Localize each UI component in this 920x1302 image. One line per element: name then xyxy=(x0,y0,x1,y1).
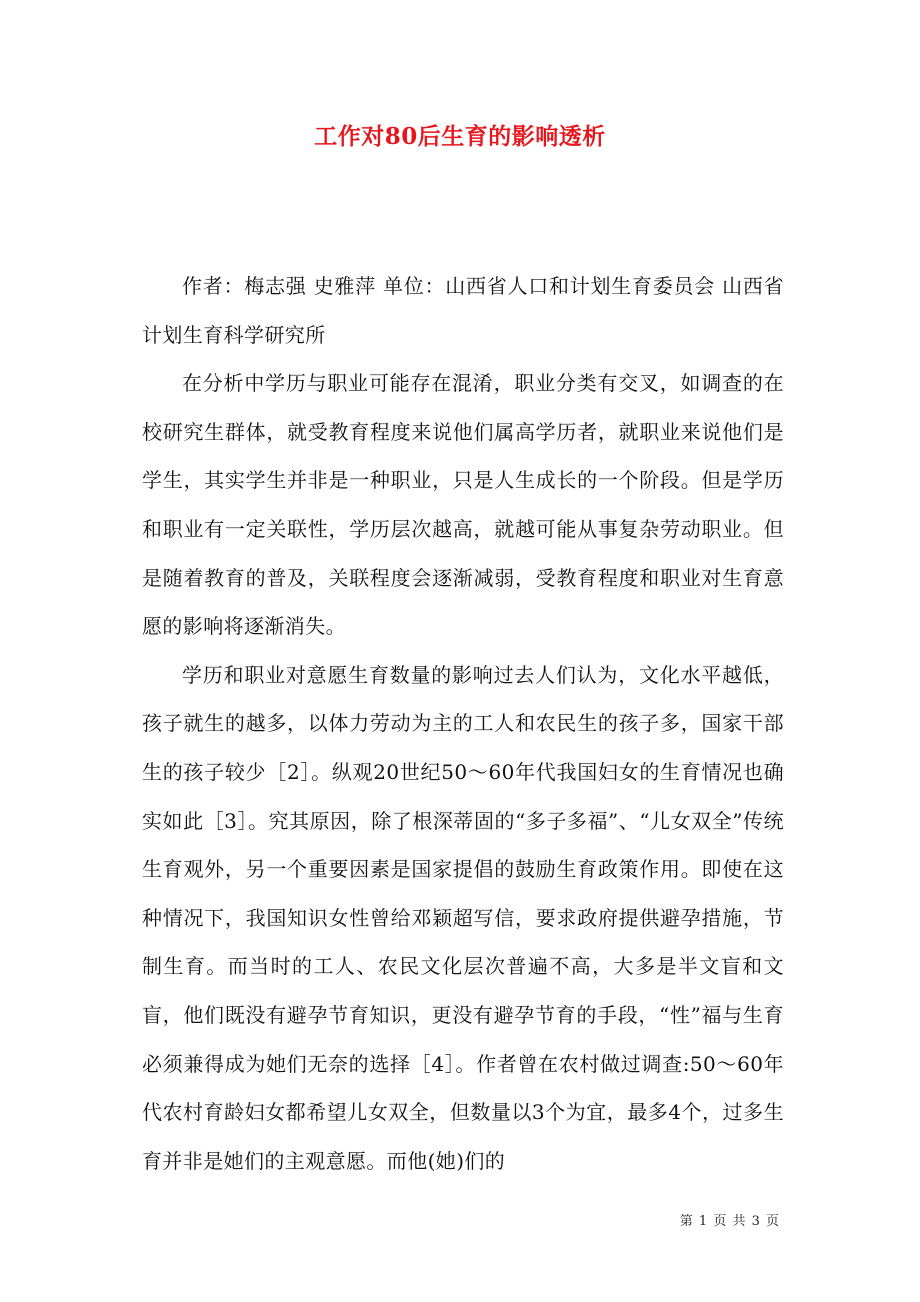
document-body xyxy=(142,262,784,1185)
body-paragraph: 在分析中学历与职业可能存在混淆，职业分类有交叉，如调查的在校研究生群体，就受教育程度来说他们属高学历者，就职业来说他们是学生，其实学生并非是一种职业，只是人生成长的一个阶段。但是学历和职业有一定关联性，学历层次越高，就越可能从事复杂劳动职业。但是随着教育的普及，关联程度会逐渐减弱，受教育程度和职业对生育意愿的影响将逐渐消失。 xyxy=(142,371,784,639)
author-paragraph: 作者：梅志强 史雅萍 单位：山西省人口和计划生育委员会 山西省计划生育科学研究所 xyxy=(142,274,784,347)
page-number: 第 1 页 共 3 页 xyxy=(679,1214,780,1229)
document-title: 工作对80后生育的影响透析 xyxy=(314,123,606,150)
body-paragraph: 学历和职业对意愿生育数量的影响过去人们认为，文化水平越低，孩子就生的越多，以体力劳动为主的工人和农民生的孩子多，国家干部生的孩子较少［2］。纵观20世纪50～60年代我国妇女的生育情况也确实如此［3］。究其原因，除了根深蒂固的“多子多福”、“儿女双全”传统生育观外，另一个重要因素是国家提倡的鼓励生育政策作用。即使在这种情况下，我国知识女性曾给邓颖超写信，要求政府提供避孕措施，节制生育。而当时的工人、农民文化层次普遍不高，大多是半文盲和文盲，他们既没有避孕节育知识，更没有避孕节育的手段，“性”福与生育必须兼得成为她们无奈的选择［4］。作者曾在农村做过调查:50～60年代农村育龄妇女都希望儿女双全，但数量以3个为宜，最多4个，过多生育并非是她们的主观意愿。而他(她)们的 xyxy=(142,662,784,1173)
